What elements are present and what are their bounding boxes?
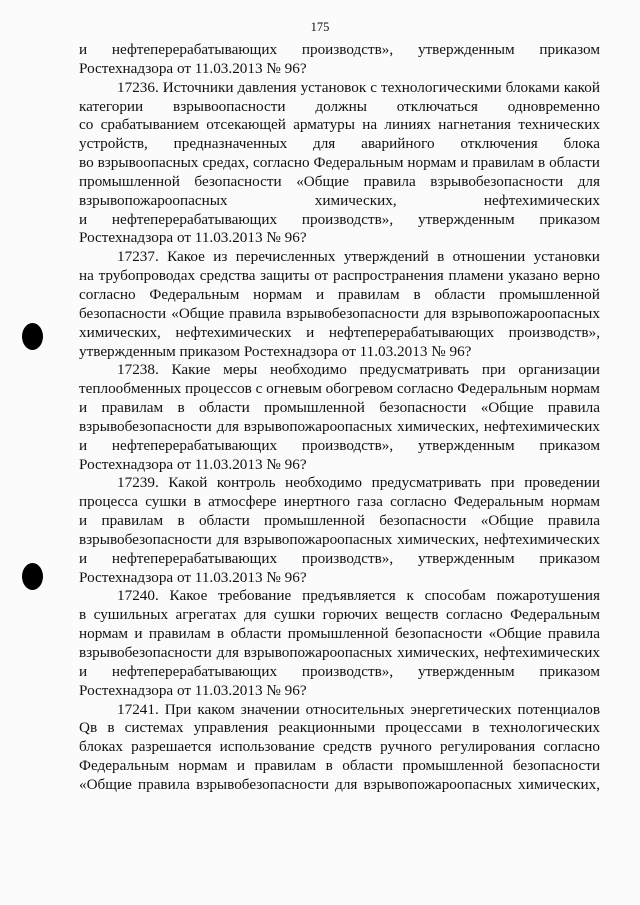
- word: безопасности: [79, 304, 167, 322]
- text-line: [79, 116, 600, 135]
- word: «Общие: [480, 399, 534, 417]
- text-line: Ростехнадзора от 11.03.2013 № 96?: [79, 455, 307, 473]
- word: отключаться: [396, 97, 478, 115]
- word: и: [460, 154, 469, 172]
- text-line: [79, 512, 600, 531]
- word: установок: [300, 78, 367, 96]
- word: с: [255, 380, 263, 398]
- text-line: [79, 192, 600, 211]
- word: химических,: [518, 775, 600, 793]
- word: взрывопожароопасных: [243, 530, 393, 548]
- word: арматуры: [293, 116, 355, 134]
- text-line: [79, 701, 600, 720]
- document-body: [79, 41, 600, 795]
- word: организации: [518, 361, 600, 379]
- word: «Общие: [79, 775, 132, 793]
- word: технологических: [489, 719, 600, 737]
- word: газа: [357, 493, 383, 511]
- text-line: [79, 776, 600, 795]
- text-line: [79, 606, 600, 625]
- word: Qв: [79, 719, 98, 737]
- word: правила: [137, 775, 191, 793]
- word: на: [362, 116, 378, 134]
- word: химических,: [79, 323, 161, 341]
- word: взрывобезопасности: [286, 304, 420, 322]
- word: контроль: [216, 474, 276, 492]
- word: защиты: [260, 267, 310, 285]
- word: взрывобезопасности: [430, 172, 564, 190]
- word: блока: [563, 135, 600, 153]
- word: Какие: [171, 361, 211, 379]
- word: агрегатах: [175, 606, 237, 624]
- word: производств»,: [301, 41, 394, 58]
- word: и: [79, 399, 88, 417]
- word: средств: [322, 738, 372, 756]
- word: правилам: [337, 285, 400, 303]
- word: взрывопожароопасных: [451, 304, 600, 322]
- word: утвержденным: [417, 549, 515, 567]
- word: производств»,: [301, 549, 394, 567]
- word: предусматривать: [359, 361, 470, 379]
- word: Источники: [162, 78, 234, 96]
- binder-hole-top: [22, 323, 43, 350]
- word: системах: [124, 719, 184, 737]
- text-line: [79, 587, 600, 606]
- word: в: [79, 606, 87, 624]
- word: предназначенных: [173, 135, 288, 153]
- word: 17236.: [117, 78, 159, 96]
- word: правила: [547, 512, 600, 530]
- word: относительных: [305, 700, 405, 718]
- text-line: [79, 644, 600, 663]
- word: Федеральным: [510, 606, 600, 624]
- word: приказом: [539, 436, 600, 454]
- word: нормам: [178, 757, 228, 775]
- word: производств»,: [301, 436, 394, 454]
- word: взрывопожароопасных: [79, 191, 228, 209]
- word: со: [79, 116, 94, 134]
- word: Федеральным: [149, 285, 240, 303]
- word: в: [177, 399, 185, 417]
- word: производств»,: [301, 662, 394, 680]
- word: в: [537, 154, 546, 172]
- word: промышленной: [79, 172, 180, 190]
- word: 17239.: [117, 474, 159, 492]
- word: 17241.: [117, 700, 159, 718]
- word: проведении: [524, 474, 600, 492]
- word: и: [79, 662, 88, 680]
- text-line: [79, 493, 600, 512]
- word: нефтеперерабатывающих: [111, 41, 278, 58]
- word: приказом: [539, 549, 600, 567]
- word: приказом: [539, 210, 600, 228]
- text-line: [79, 738, 600, 757]
- word: должны: [315, 97, 367, 115]
- word: в: [107, 719, 115, 737]
- word: меры: [223, 361, 258, 379]
- text-line: [79, 135, 600, 154]
- word: правилам: [101, 399, 164, 417]
- word: области: [549, 154, 600, 172]
- word: блоках: [79, 738, 124, 756]
- word: и: [79, 41, 88, 58]
- word: согласно: [252, 154, 310, 172]
- text-line: Ростехнадзора от 11.03.2013 № 96?: [79, 681, 307, 699]
- word: промышленной: [264, 512, 365, 530]
- word: сушки: [145, 493, 187, 511]
- word: Какой: [168, 474, 208, 492]
- text-line: [79, 418, 600, 437]
- text-line: [79, 550, 600, 569]
- word: Какое: [167, 248, 205, 266]
- word: Федеральным: [457, 380, 548, 398]
- word: необходимо: [285, 474, 362, 492]
- word: нефтехимических: [483, 191, 600, 209]
- word: взрывопожароопасных: [243, 417, 393, 435]
- text-line: [79, 324, 600, 343]
- word: энергетических: [410, 700, 512, 718]
- text-line: [79, 625, 600, 644]
- word: для: [244, 606, 267, 624]
- word: взрывоопасности: [173, 97, 286, 115]
- word: в: [472, 719, 480, 737]
- text-line: утвержденным приказом Ростехнадзора от 11.03.2013 № 96?: [79, 342, 472, 360]
- word: атмосфере: [208, 493, 277, 511]
- word: «Общие: [171, 304, 225, 322]
- text-line: [79, 719, 600, 738]
- word: химических,: [397, 530, 479, 548]
- word: нормам: [79, 625, 128, 643]
- text-line: Ростехнадзора от 11.03.2013 № 96?: [79, 229, 307, 247]
- word: сушильных: [93, 606, 169, 624]
- word: правила: [547, 399, 600, 417]
- text-line: Ростехнадзора от 11.03.2013 № 96?: [79, 59, 307, 77]
- word: аварийного: [361, 135, 435, 153]
- word: нормам: [550, 493, 600, 511]
- word: разрешается: [131, 738, 212, 756]
- text-line: [79, 211, 600, 230]
- word: области: [342, 757, 394, 775]
- word: верно: [562, 267, 600, 285]
- word: нефтехимических: [483, 644, 600, 661]
- word: в: [177, 512, 185, 530]
- word: взрывопожароопасных: [243, 644, 393, 661]
- word: химических,: [397, 644, 479, 661]
- text-line: [79, 474, 600, 493]
- word: Федеральным: [453, 493, 544, 511]
- word: обогревом: [325, 380, 394, 398]
- word: категории: [79, 97, 144, 115]
- word: из: [213, 248, 228, 266]
- word: нормам: [253, 285, 303, 303]
- word: производств»,: [301, 210, 394, 228]
- word: использование: [219, 738, 315, 756]
- word: технических: [518, 116, 600, 134]
- word: линиях: [384, 116, 431, 134]
- word: согласно: [396, 380, 454, 398]
- text-line: [79, 663, 600, 682]
- word: каком: [197, 700, 235, 718]
- word: требование: [218, 587, 292, 605]
- word: процессов: [185, 380, 252, 398]
- word: и: [79, 512, 88, 530]
- word: отключения: [460, 135, 538, 153]
- text-line: [79, 757, 600, 776]
- word: процессами: [385, 719, 463, 737]
- text-line: [79, 361, 600, 380]
- word: Федеральным: [79, 757, 169, 775]
- word: утвержденным: [417, 41, 515, 58]
- word: срабатыванием: [100, 116, 199, 134]
- text-line: [79, 531, 600, 550]
- word: в: [325, 757, 333, 775]
- word: горючих: [322, 606, 378, 624]
- word: промышленной: [402, 757, 504, 775]
- word: при: [481, 361, 506, 379]
- word: пожаротушения: [496, 587, 600, 605]
- word: инертного: [283, 493, 350, 511]
- word: согласно: [543, 738, 600, 756]
- word: пламени: [448, 267, 504, 285]
- word: правилам: [148, 625, 211, 643]
- word: безопасности: [379, 512, 467, 530]
- word: «Общие: [488, 625, 542, 643]
- word: нормам: [407, 154, 457, 172]
- word: во: [79, 154, 94, 172]
- text-line: [79, 399, 600, 418]
- word: огневым: [266, 380, 322, 398]
- word: ручного: [380, 738, 432, 756]
- word: средах,: [202, 154, 250, 172]
- word: безопасности: [379, 399, 467, 417]
- text-line: [79, 286, 600, 305]
- word: теплообменных: [79, 380, 182, 398]
- word: химических,: [314, 191, 397, 209]
- word: производств»,: [508, 323, 600, 341]
- word: в: [217, 625, 225, 643]
- word: промышленной: [499, 285, 600, 303]
- text-line: Ростехнадзора от 11.03.2013 № 96?: [79, 568, 307, 586]
- word: значении: [240, 700, 300, 718]
- word: потенциалов: [517, 700, 600, 718]
- word: нефтехимических: [483, 530, 600, 548]
- word: области: [230, 625, 282, 643]
- word: «Общие: [480, 512, 534, 530]
- word: безопасности: [194, 172, 282, 190]
- word: утвержденным: [417, 436, 515, 454]
- word: нефтеперерабатывающих: [111, 436, 278, 454]
- word: безопасности: [512, 757, 600, 775]
- word: правилам: [472, 154, 535, 172]
- word: к: [406, 587, 414, 605]
- word: нефтеперерабатывающих: [111, 549, 278, 567]
- word: в: [413, 285, 421, 303]
- text-line: [79, 41, 600, 60]
- word: 17237.: [117, 248, 159, 266]
- page-number: 175: [310, 20, 330, 34]
- word: Федеральным: [313, 154, 404, 172]
- word: нефтехимических: [175, 323, 292, 341]
- word: приказом: [539, 662, 600, 680]
- word: и: [306, 323, 315, 341]
- word: согласно: [79, 285, 136, 303]
- word: устройств,: [79, 135, 148, 153]
- word: промышленной: [287, 625, 389, 643]
- word: на: [79, 267, 94, 285]
- word: приказом: [539, 41, 600, 58]
- word: технологическими: [381, 78, 502, 96]
- word: для: [335, 775, 358, 793]
- word: в: [437, 248, 445, 266]
- word: для: [216, 417, 239, 435]
- word: правилам: [101, 512, 164, 530]
- word: 17240.: [117, 587, 159, 605]
- word: При: [164, 700, 192, 718]
- word: области: [434, 285, 486, 303]
- text-line: [79, 305, 600, 324]
- text-line: [79, 79, 600, 98]
- word: нагнетания: [438, 116, 512, 134]
- word: отношении: [452, 248, 526, 266]
- word: взрывоопасных: [97, 154, 199, 172]
- word: взрывобезопасности: [196, 775, 329, 793]
- binder-hole-bottom: [22, 563, 43, 590]
- word: с: [370, 78, 377, 96]
- word: нефтехимических: [483, 417, 600, 435]
- word: нормам: [550, 380, 600, 398]
- word: от: [314, 267, 329, 285]
- word: для: [216, 530, 239, 548]
- word: необходимо: [269, 361, 347, 379]
- word: способам: [424, 587, 486, 605]
- word: взрывопожароопасных: [363, 775, 513, 793]
- word: взрывобезопасности: [79, 417, 212, 435]
- word: отсекающей: [206, 116, 286, 134]
- word: для: [577, 172, 600, 190]
- word: регулирования: [439, 738, 536, 756]
- word: и: [79, 210, 88, 228]
- word: и: [236, 757, 245, 775]
- word: области: [198, 399, 250, 417]
- text-line: [79, 380, 600, 399]
- word: реакционными: [278, 719, 376, 737]
- word: безопасности: [395, 625, 483, 643]
- word: одновременно: [507, 97, 600, 115]
- word: взрывобезопасности: [79, 530, 212, 548]
- word: веществ: [385, 606, 439, 624]
- word: и: [79, 436, 88, 454]
- text-line: [79, 173, 600, 192]
- text-line: [79, 154, 600, 173]
- word: при: [490, 474, 515, 492]
- text-line: [79, 267, 600, 286]
- word: для: [424, 304, 447, 322]
- word: управления: [193, 719, 269, 737]
- word: в: [193, 493, 201, 511]
- word: установки: [533, 248, 600, 266]
- word: какой: [563, 78, 600, 96]
- word: области: [198, 512, 250, 530]
- word: давления: [237, 78, 297, 96]
- word: Какое: [169, 587, 208, 605]
- text-line: [79, 437, 600, 456]
- word: утвержденным: [417, 662, 515, 680]
- word: предусматривать: [371, 474, 482, 492]
- word: для: [216, 644, 239, 661]
- word: и: [79, 549, 88, 567]
- word: сушки: [273, 606, 316, 624]
- word: предъявляется: [302, 587, 396, 605]
- word: для: [312, 135, 336, 153]
- word: трубопроводах: [98, 267, 196, 285]
- word: средства: [199, 267, 256, 285]
- word: распространения: [332, 267, 444, 285]
- text-line: [79, 248, 600, 267]
- word: согласно: [446, 606, 503, 624]
- word: химических,: [397, 417, 479, 435]
- word: и: [315, 285, 325, 303]
- word: промышленной: [264, 399, 365, 417]
- word: взрывобезопасности: [79, 644, 212, 661]
- word: блоками: [505, 78, 560, 96]
- word: правила: [363, 172, 416, 190]
- word: нефтеперерабатывающих: [328, 323, 495, 341]
- text-line: [79, 98, 600, 117]
- word: правила: [229, 304, 282, 322]
- word: утвержденным: [417, 210, 515, 228]
- word: 17238.: [117, 361, 159, 379]
- word: перечисленных: [235, 248, 336, 266]
- word: указано: [508, 267, 559, 285]
- word: процесса: [79, 493, 138, 511]
- word: и: [134, 625, 143, 643]
- word: утверждений: [343, 248, 429, 266]
- word: правила: [547, 625, 600, 643]
- word: «Общие: [296, 172, 350, 190]
- word: согласно: [390, 493, 447, 511]
- word: правилам: [254, 757, 317, 775]
- word: нефтеперерабатывающих: [111, 662, 278, 680]
- word: нефтеперерабатывающих: [111, 210, 278, 228]
